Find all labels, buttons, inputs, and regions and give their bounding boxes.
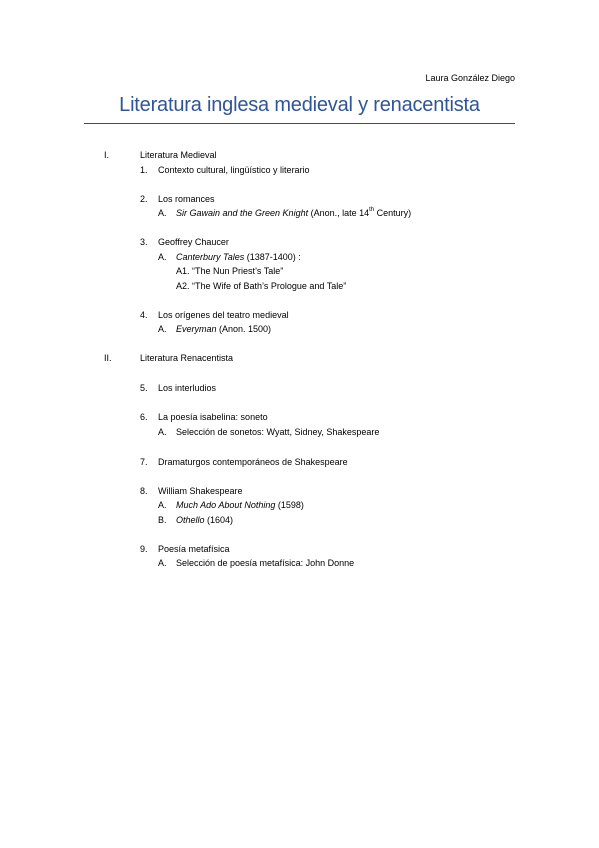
- work-details: (1598): [275, 500, 304, 510]
- item-label: La poesía isabelina: soneto: [158, 412, 268, 422]
- subitem-text: [176, 252, 301, 263]
- subitem-text: Selección de sonetos: Wyatt, Sidney, Shakespeare: [176, 427, 380, 437]
- work-title: Canterbury Tales: [176, 252, 245, 262]
- section-title: Literatura Renacentista: [140, 353, 234, 363]
- work-details: (Anon. 1500): [216, 324, 272, 334]
- subitem-text: Selección de poesía metafísica: John Donne: [176, 558, 355, 568]
- subitem-letter: A.: [158, 324, 167, 334]
- item-number: 3.: [140, 237, 148, 247]
- ordinal-suffix: th: [369, 207, 375, 213]
- subitem-letter: B.: [158, 515, 167, 525]
- subitem-letter: A.: [158, 252, 167, 262]
- item-number: 2.: [140, 194, 148, 204]
- section-number: II.: [104, 353, 112, 363]
- item-number: 9.: [140, 544, 148, 554]
- subitem-text: [176, 324, 271, 335]
- item-label: Contexto cultural, lingüístico y literario: [158, 165, 310, 175]
- document-title: Literatura inglesa medieval y renacentista: [119, 94, 480, 116]
- work-details: (Anon., late 14: [308, 208, 370, 218]
- item-number: 1.: [140, 165, 148, 175]
- item-label: Los interludios: [158, 383, 217, 393]
- item-number: 5.: [140, 383, 148, 393]
- item-number: 4.: [140, 310, 148, 320]
- item-label: William Shakespeare: [158, 486, 243, 496]
- author-name: Laura González Diego: [425, 73, 515, 83]
- subsubitem: A2. “The Wife of Bath’s Prologue and Tale”: [176, 281, 347, 291]
- section-title: Literatura Medieval: [140, 150, 217, 160]
- subsubitem: A1. “The Nun Priest’s Tale”: [176, 266, 284, 276]
- work-title: Othello: [176, 515, 205, 525]
- subitem-text: [176, 500, 304, 511]
- item-number: 7.: [140, 457, 148, 467]
- item-number: 6.: [140, 412, 148, 422]
- work-details: (1604): [204, 515, 234, 525]
- work-title: Sir Gawain and the Green Knight: [176, 208, 309, 218]
- subitem-letter: A.: [158, 208, 167, 218]
- work-details-end: Century): [374, 208, 412, 218]
- item-label: Geoffrey Chaucer: [158, 237, 229, 247]
- title-divider: [84, 123, 515, 124]
- subitem-letter: A.: [158, 500, 167, 510]
- item-label: Poesía metafísica: [158, 544, 230, 554]
- item-label: Los romances: [158, 194, 215, 204]
- subitem-letter: A.: [158, 427, 167, 437]
- subitem-text: [176, 208, 411, 219]
- item-label: Dramaturgos contemporáneos de Shakespeare: [158, 457, 348, 467]
- subitem-letter: A.: [158, 558, 167, 568]
- item-label: Los orígenes del teatro medieval: [158, 310, 289, 320]
- item-number: 8.: [140, 486, 148, 496]
- work-details: (1387-1400) :: [244, 252, 301, 262]
- section-number: I.: [104, 150, 110, 160]
- subitem-text: [176, 515, 233, 526]
- work-title: Everyman: [176, 324, 217, 334]
- work-title: Much Ado About Nothing: [176, 500, 276, 510]
